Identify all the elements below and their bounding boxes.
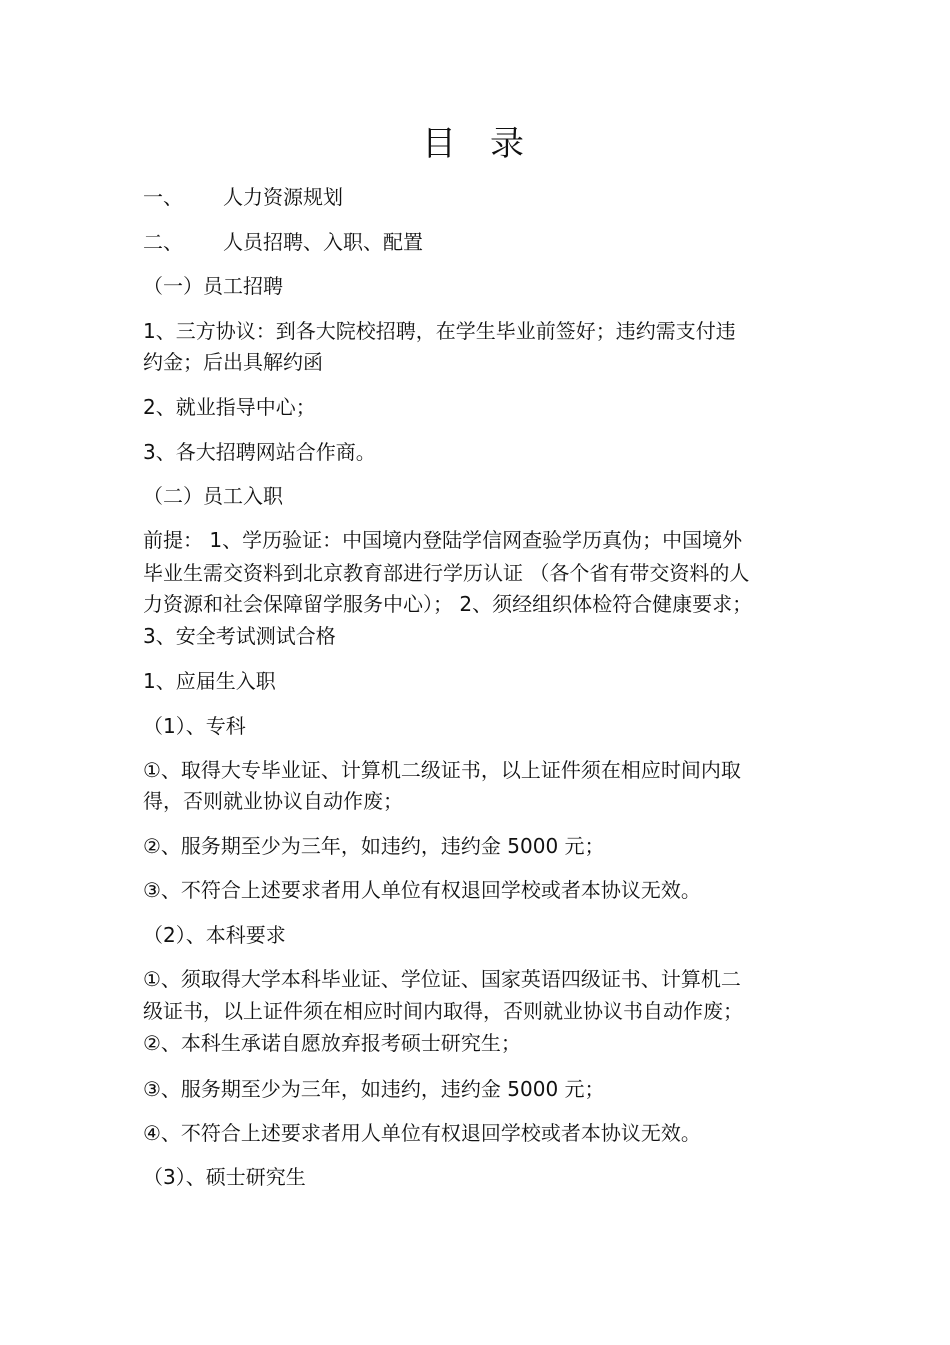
toc-item-2 <box>143 228 423 256</box>
subsection-heading: （3）、硕士研究生 <box>143 1165 306 1189</box>
toc-text: 人力资源规划 <box>223 185 343 209</box>
paragraph-line: 2、就业指导中心； <box>143 395 316 419</box>
subsection-heading: （1）、专科 <box>143 714 246 738</box>
toc-marker: 二、 <box>143 230 183 254</box>
paragraph-line: 3、安全考试测试合格 <box>143 624 336 648</box>
toc-text: 人员招聘、入职、配置 <box>223 230 423 254</box>
paragraph-line: ①、须取得大学本科毕业证、学位证、国家英语四级证书、计算机二 <box>143 967 741 991</box>
paragraph-line: 得，否则就业协议自动作废； <box>143 789 403 813</box>
page-title: 目录 <box>422 124 558 164</box>
paragraph-line: ①、取得大专毕业证、计算机二级证书，以上证件须在相应时间内取 <box>143 758 741 782</box>
paragraph-line: ④、不符合上述要求者用人单位有权退回学校或者本协议无效。 <box>143 1121 701 1145</box>
section-heading: （二）员工入职 <box>143 484 283 508</box>
paragraph-line: 前提： 1、学历验证：中国境内登陆学信网查验学历真伪；中国境外 <box>143 528 743 552</box>
paragraph-line: 1、三方协议：到各大院校招聘，在学生毕业前签好；违约需支付违 <box>143 319 736 343</box>
paragraph-line: 级证书，以上证件须在相应时间内取得，否则就业协议书自动作废； <box>143 999 743 1023</box>
paragraph-line: 毕业生需交资料到北京教育部进行学历认证 （各个省有带交资料的人 <box>143 561 750 585</box>
toc-item-1 <box>143 183 343 211</box>
paragraph-line: ②、服务期至少为三年，如违约，违约金 5000 元； <box>143 834 605 858</box>
paragraph-line: ③、服务期至少为三年，如违约，违约金 5000 元； <box>143 1077 605 1101</box>
paragraph-line: 力资源和社会保障留学服务中心）； 2、须经组织体检符合健康要求； <box>143 592 753 616</box>
paragraph-line: ②、本科生承诺自愿放弃报考硕士研究生； <box>143 1031 521 1055</box>
toc-marker: 一、 <box>143 185 183 209</box>
section-heading: （一）员工招聘 <box>143 274 283 298</box>
subsection-heading: （2）、本科要求 <box>143 923 286 947</box>
paragraph-line: 3、各大招聘网站合作商。 <box>143 440 376 464</box>
subsection-heading: 1、应届生入职 <box>143 669 276 693</box>
paragraph-line: ③、不符合上述要求者用人单位有权退回学校或者本协议无效。 <box>143 878 701 902</box>
paragraph-line: 约金；后出具解约函 <box>143 350 323 374</box>
